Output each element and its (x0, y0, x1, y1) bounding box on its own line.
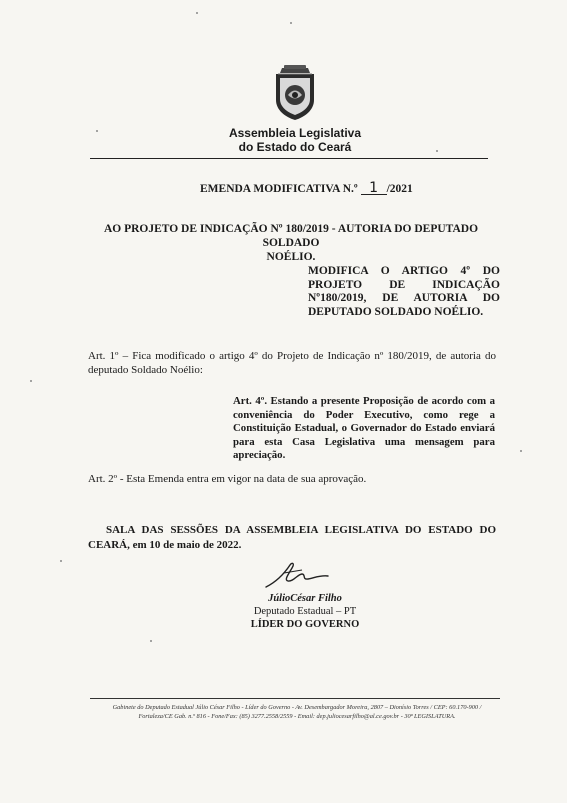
scan-speck (150, 640, 152, 642)
document-title-number: 1 (361, 182, 387, 195)
document-title-suffix: /2021 (386, 183, 413, 195)
article-2-text: Art. 2º - Esta Emenda entra em vigor na data de sua aprovação. (88, 473, 367, 485)
scan-speck (290, 22, 292, 24)
scan-speck (520, 450, 522, 452)
document-title (200, 182, 413, 195)
footer-address (90, 704, 504, 721)
ementa-text: MODIFICA O ARTIGO 4º DO PROJETO DE INDICAÇÃO Nº180/2019, DE AUTORIA DO DEPUTADO SOLDADO NOÉLIO. (308, 265, 500, 318)
scan-speck (196, 12, 198, 14)
signatory-position: LÍDER DO GOVERNO (250, 619, 360, 630)
signatory-role: Deputado Estadual – PT (253, 606, 357, 617)
scan-speck (60, 560, 62, 562)
institution-name-line2: do Estado do Ceará (238, 140, 352, 154)
coat-of-arms-seal-icon (270, 64, 320, 122)
article-4-quoted-text: Art. 4º. Estando a presente Proposição de acordo com a conveniência do Poder Executivo, como rege a Constituição Estadual, o Governador do Estado enviará para esta Casa Legislativa uma mensagem para apreciação. (233, 395, 495, 461)
scan-speck (30, 380, 32, 382)
document-subject-line2: NOÉLIO. (266, 251, 316, 263)
handwritten-signature (262, 560, 332, 590)
footer-line2: Fortaleza/CE Gab. n.º 816 - Fone/Fax: (85) 3277.2558/2559 - Email: dep.juliocesarfilho@al.ce.gov.br - 30ª LEGISLATURA. (138, 712, 456, 720)
document-title-prefix: EMENDA MODIFICATIVA N.º (200, 183, 358, 195)
footer-line1: Gabinete do Deputado Estadual Júlio César Filho - Líder do Governo - Av. Desembargador Moreira, 2807 – Dionísio Torres / CEP: 60.170-900 / (112, 704, 482, 711)
article-1-text: Art. 1º – Fica modificado o artigo 4º do Projeto de Indicação nº 180/2019, de autoria do deputado Soldado Noélio: (88, 350, 496, 376)
closing-statement: SALA DAS SESSÕES DA ASSEMBLEIA LEGISLATIVA DO ESTADO DO CEARÁ, em 10 de maio de 2022. (88, 524, 496, 551)
institution-name-line1: Assembleia Legislativa (228, 126, 362, 140)
document-subject-line1: AO PROJETO DE INDICAÇÃO Nº 180/2019 - AUTORIA DO DEPUTADO SOLDADO (103, 223, 479, 249)
document-subject (90, 222, 492, 264)
signatory-name: JúlioCésar Filho (268, 593, 342, 604)
scan-speck (436, 150, 438, 152)
header-divider (90, 158, 488, 159)
scan-speck (96, 130, 98, 132)
footer-divider (90, 698, 500, 699)
